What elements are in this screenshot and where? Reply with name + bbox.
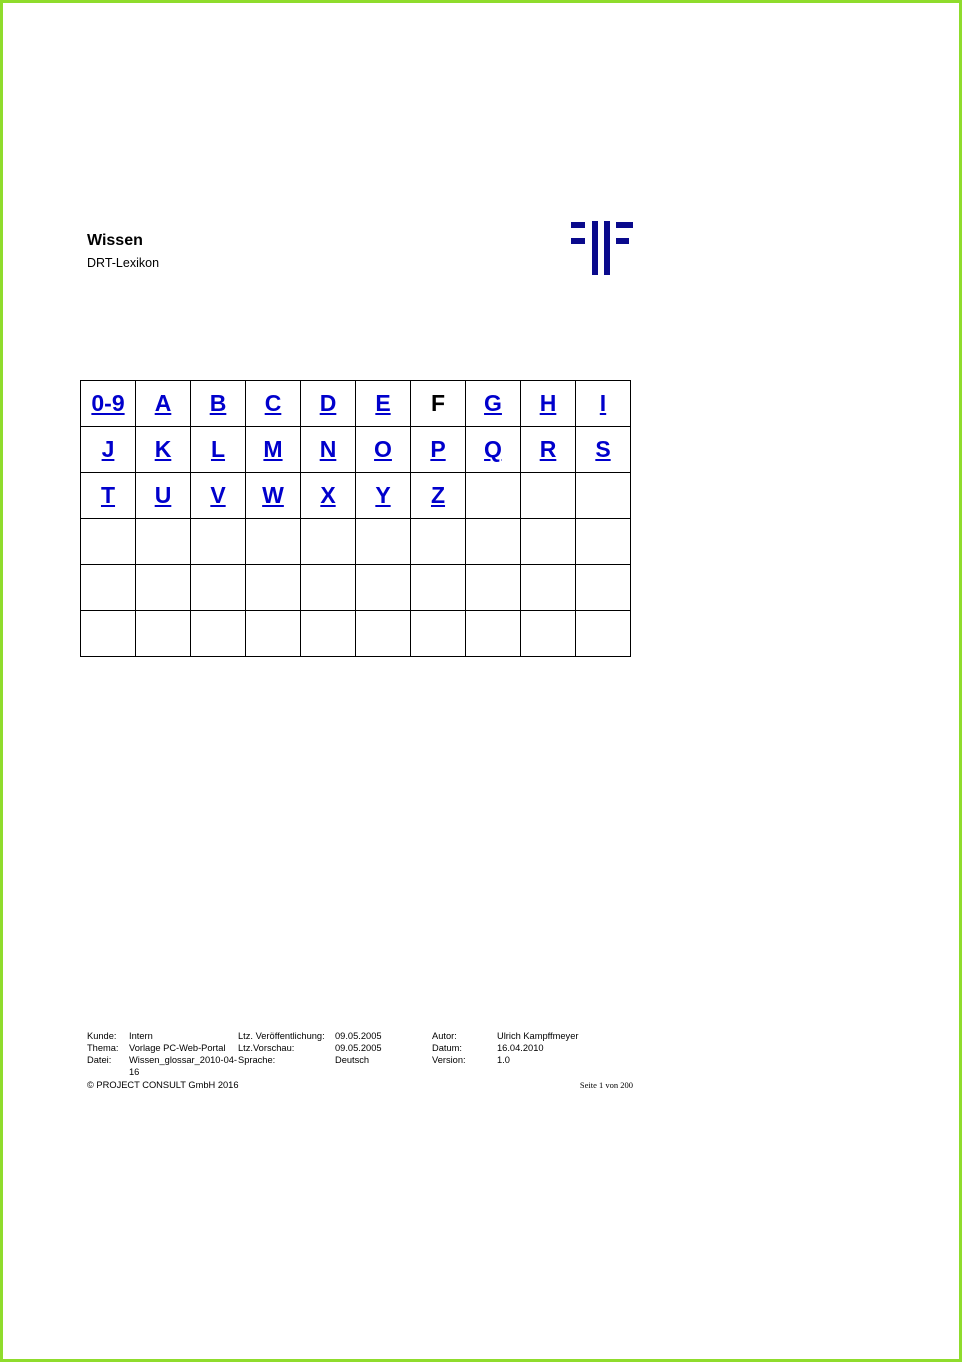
index-link-g[interactable]: G: [484, 390, 502, 416]
alphabet-index-table: [80, 380, 631, 657]
index-cell: [521, 427, 576, 473]
index-cell: [246, 611, 301, 657]
footer-value: Wissen_glossar_2010-04-16: [129, 1055, 238, 1077]
index-cell: [301, 427, 356, 473]
index-cell: [521, 381, 576, 427]
index-link-e[interactable]: E: [375, 390, 391, 416]
index-cell: [191, 427, 246, 473]
index-row: [81, 519, 631, 565]
index-cell: [81, 565, 136, 611]
index-cell: [576, 565, 631, 611]
index-cell: [191, 611, 246, 657]
index-link-w[interactable]: W: [262, 482, 284, 508]
company-logo: [571, 221, 633, 275]
index-cell: [466, 427, 521, 473]
footer-value: Deutsch: [335, 1055, 370, 1065]
index-link-o[interactable]: O: [374, 436, 392, 462]
index-cell: [576, 381, 631, 427]
index-cell: [576, 611, 631, 657]
footer-value: 09.05.2005: [335, 1031, 382, 1041]
index-cell: [301, 611, 356, 657]
index-link-y[interactable]: Y: [375, 482, 391, 508]
index-cell: [301, 519, 356, 565]
document-footer: [87, 1030, 633, 1091]
index-cell: [301, 473, 356, 519]
footer-value: Ulrich Kampffmeyer: [497, 1031, 579, 1041]
index-cell: [81, 473, 136, 519]
index-link-d[interactable]: D: [319, 390, 337, 416]
index-cell: [81, 611, 136, 657]
index-row: [81, 381, 631, 427]
index-cell: [521, 565, 576, 611]
index-link-p[interactable]: P: [430, 436, 446, 462]
index-link-u[interactable]: U: [154, 482, 172, 508]
index-link-k[interactable]: K: [154, 436, 172, 462]
footer-label: Autor:: [432, 1031, 457, 1041]
index-cell: [356, 519, 411, 565]
index-cell: [246, 519, 301, 565]
index-cell: [136, 381, 191, 427]
footer-value: 09.05.2005: [335, 1043, 382, 1053]
index-row: [81, 427, 631, 473]
index-cell: [246, 565, 301, 611]
index-cell: [411, 611, 466, 657]
index-cell: [191, 565, 246, 611]
index-row: [81, 565, 631, 611]
copyright-text: © PROJECT CONSULT GmbH 2016: [87, 1080, 239, 1090]
index-cell: [576, 427, 631, 473]
index-link-0-9[interactable]: 0-9: [91, 390, 125, 416]
footer-label: Sprache:: [238, 1055, 276, 1065]
index-cell: [411, 565, 466, 611]
index-cell: [356, 381, 411, 427]
index-cell: [136, 519, 191, 565]
page-subtitle: DRT-Lexikon: [87, 256, 160, 270]
index-link-i[interactable]: I: [599, 390, 607, 416]
footer-value: 16.04.2010: [497, 1043, 544, 1053]
index-link-s[interactable]: S: [595, 436, 611, 462]
footer-value: 1.0: [497, 1055, 510, 1065]
index-cell: [411, 427, 466, 473]
index-cell: [356, 565, 411, 611]
index-cell: [136, 565, 191, 611]
footer-label: Kunde:: [87, 1031, 117, 1041]
page-title: Wissen: [87, 232, 143, 249]
index-cell: [466, 473, 521, 519]
index-link-c[interactable]: C: [264, 390, 282, 416]
index-cell: [81, 381, 136, 427]
footer-row: [87, 1042, 633, 1054]
index-link-n[interactable]: N: [319, 436, 337, 462]
footer-value: Vorlage PC-Web-Portal: [129, 1043, 226, 1053]
footer-label: Ltz.Vorschau:: [238, 1043, 295, 1053]
index-cell: [246, 473, 301, 519]
index-cell: [466, 611, 521, 657]
index-row: [81, 611, 631, 657]
index-cell: [411, 381, 466, 427]
footer-label: Ltz. Veröffentlichung:: [238, 1031, 325, 1041]
index-cell: [466, 565, 521, 611]
index-cell: [301, 565, 356, 611]
footer-label: Thema:: [87, 1043, 119, 1053]
index-letter-f: F: [430, 390, 446, 416]
index-cell: [411, 473, 466, 519]
index-link-x[interactable]: X: [320, 482, 336, 508]
index-link-z[interactable]: Z: [430, 482, 446, 508]
index-cell: [191, 519, 246, 565]
footer-label: Datei:: [87, 1055, 112, 1065]
index-link-l[interactable]: L: [210, 436, 226, 462]
index-cell: [356, 473, 411, 519]
index-link-r[interactable]: R: [539, 436, 557, 462]
page-number: Seite 1 von 200: [579, 1080, 633, 1090]
index-cell: [356, 427, 411, 473]
index-link-m[interactable]: M: [263, 436, 283, 462]
index-cell: [411, 519, 466, 565]
index-cell: [136, 427, 191, 473]
index-link-v[interactable]: V: [210, 482, 226, 508]
index-cell: [191, 473, 246, 519]
index-row: [81, 473, 631, 519]
index-link-a[interactable]: A: [154, 390, 172, 416]
footer-row: [87, 1054, 633, 1078]
footer-row: [87, 1030, 633, 1042]
index-cell: [356, 611, 411, 657]
index-cell: [136, 473, 191, 519]
index-cell: [576, 519, 631, 565]
footer-value: Intern: [129, 1031, 153, 1041]
index-cell: [466, 519, 521, 565]
footer-label: Datum:: [432, 1043, 462, 1053]
index-cell: [521, 611, 576, 657]
index-link-q[interactable]: Q: [484, 436, 502, 462]
index-cell: [81, 519, 136, 565]
index-cell: [301, 381, 356, 427]
index-cell: [191, 381, 246, 427]
index-link-j[interactable]: J: [101, 436, 115, 462]
index-link-t[interactable]: T: [100, 482, 116, 508]
index-cell: [246, 381, 301, 427]
footer-label: Version:: [432, 1055, 466, 1065]
index-cell: [136, 611, 191, 657]
index-cell: [246, 427, 301, 473]
index-cell: [576, 473, 631, 519]
index-cell: [521, 473, 576, 519]
index-link-h[interactable]: H: [539, 390, 557, 416]
index-link-b[interactable]: B: [209, 390, 227, 416]
index-cell: [466, 381, 521, 427]
index-cell: [521, 519, 576, 565]
index-cell: [81, 427, 136, 473]
